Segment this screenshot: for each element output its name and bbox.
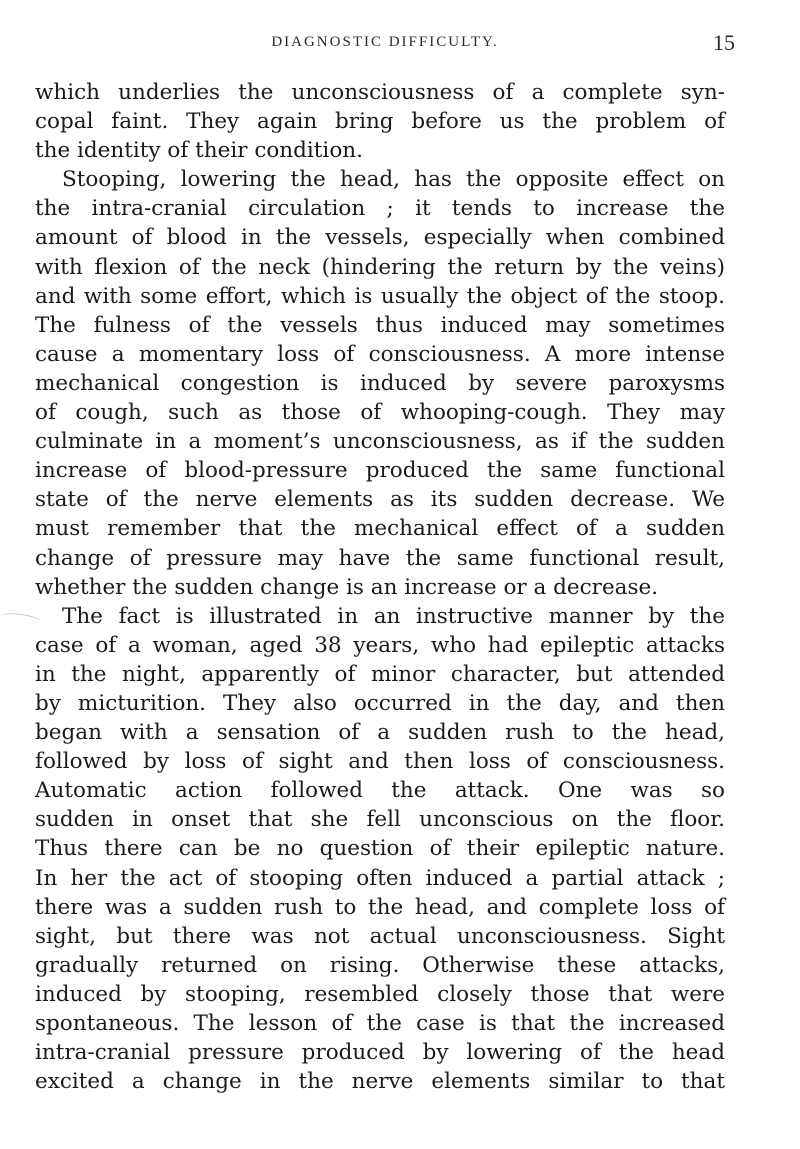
- paragraph: [35, 78, 725, 165]
- text-line: The fact is illustrated in an instructive manner by the: [62, 603, 725, 629]
- text-line: began with a sensation of a sudden rush to the head,: [35, 720, 725, 746]
- text-line: increase of blood-pressure produced the same functional: [35, 458, 725, 484]
- text-line: case of a woman, aged 38 years, who had epileptic attacks: [35, 632, 725, 658]
- text-line: intra-cranial pressure produced by lowering of the head: [35, 1040, 725, 1066]
- body-text: [35, 78, 725, 1096]
- page-header: [35, 30, 735, 62]
- text-line: sight, but there was not actual unconsciousness. Sight: [35, 923, 725, 949]
- text-line: amount of blood in the vessels, especially when combined: [35, 225, 725, 251]
- text-line: culminate in a moment’s unconsciousness, as if the sudden: [35, 429, 725, 455]
- text-line: there was a sudden rush to the head, and complete loss of: [35, 894, 725, 920]
- text-line: the identity of their condition.: [35, 138, 363, 164]
- page-number: 15: [713, 30, 735, 55]
- text-line: by micturition. They also occurred in the day, and then: [35, 690, 725, 716]
- text-line: the intra-cranial circulation ; it tends to increase the: [35, 196, 725, 222]
- text-line: induced by stooping, resembled closely those that were: [35, 981, 725, 1007]
- text-line: spontaneous. The lesson of the case is that the increased: [35, 1011, 725, 1036]
- text-line: The fulness of the vessels thus induced may sometimes: [35, 312, 725, 338]
- text-line: with flexion of the neck (hindering the return by the veins): [35, 254, 725, 280]
- text-line: followed by loss of sight and then loss of consciousness.: [35, 749, 725, 775]
- text-line: and with some effort, which is usually the object of the stoop.: [35, 283, 725, 309]
- text-line: gradually returned on rising. Otherwise these attacks,: [35, 952, 725, 978]
- text-line: which underlies the unconsciousness of a complete syn-: [35, 80, 725, 105]
- text-line: of cough, such as those of whooping-cough. They may: [35, 400, 725, 426]
- paragraph: [35, 165, 725, 601]
- text-line: Automatic action followed the attack. One was so: [35, 778, 725, 804]
- text-line: state of the nerve elements as its sudden decrease. We: [35, 487, 725, 513]
- text-line: must remember that the mechanical effect of a sudden: [35, 516, 725, 542]
- text-line: in the night, apparently of minor character, but attended: [35, 661, 725, 687]
- text-line: cause a momentary loss of consciousness. A more intense: [35, 341, 725, 367]
- text-line: mechanical congestion is induced by severe paroxysms: [35, 370, 725, 396]
- running-head: DIAGNOSTIC DIFFICULTY.: [271, 34, 499, 50]
- text-line: Stooping, lowering the head, has the opposite effect on: [62, 167, 725, 193]
- text-line: Thus there can be no question of their epileptic nature.: [35, 836, 725, 862]
- text-line: whether the sudden change is an increase or a decrease.: [35, 574, 659, 600]
- text-line: excited a change in the nerve elements similar to that: [35, 1069, 725, 1095]
- text-line: In her the act of stooping often induced a partial attack ;: [35, 865, 725, 891]
- text-line: sudden in onset that she fell unconscious on the floor.: [35, 807, 725, 833]
- paragraph: [35, 602, 725, 1097]
- text-line: copal faint. They again bring before us the problem of: [35, 109, 725, 135]
- text-line: change of pressure may have the same functional result,: [35, 545, 725, 571]
